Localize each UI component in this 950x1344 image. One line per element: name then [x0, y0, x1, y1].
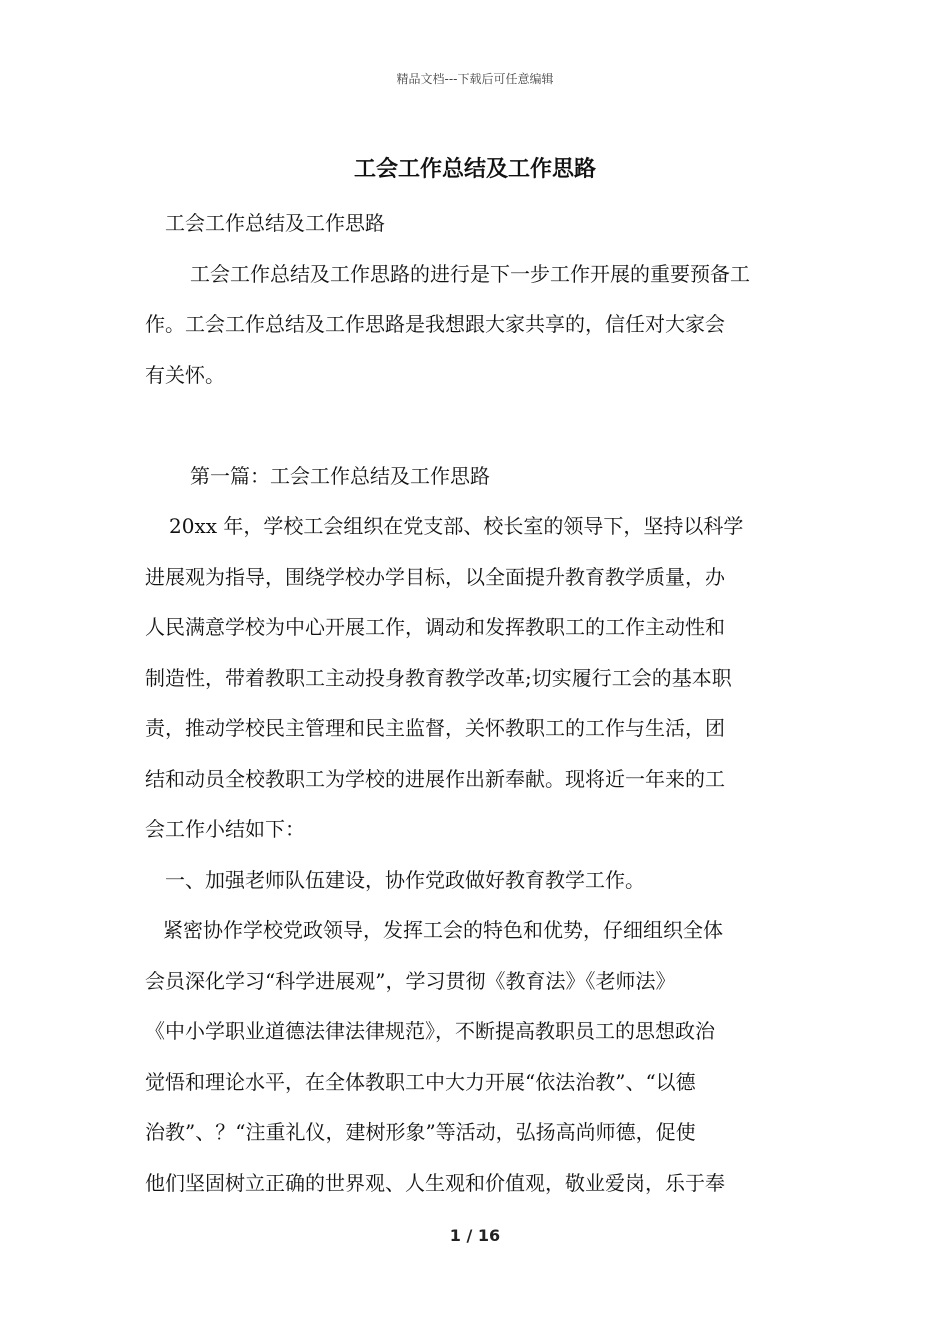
paragraph-line: 治教”、？“注重礼仪，建树形象”等活动，弘扬高尚师德，促使 [145, 1120, 696, 1144]
document-body [145, 198, 810, 1208]
paragraph-line: 制造性，带着教职工主动投身教育教学改革;切实履行工会的基本职 [145, 665, 732, 690]
page-number: 1 / 16 [449, 1226, 501, 1245]
paragraph-line: 责，推动学校民主管理和民主监督，关怀教职工的工作与生活，团 [145, 716, 725, 740]
paragraph-line: 工会工作总结及工作思路的进行是下一步工作开展的重要预备工 [190, 261, 750, 286]
subtitle-line: 工会工作总结及工作思路 [165, 211, 385, 235]
subsection-heading: 一、加强老师队伍建设，协作党政做好教育教学工作。 [165, 867, 645, 892]
paragraph-line: 他们坚固树立正确的世界观、人生观和价值观，敬业爱岗，乐于奉 [145, 1170, 725, 1195]
paragraph-line: 紧密协作学校党政领导，发挥工会的特色和优势，仔细组织全体 [163, 918, 723, 942]
paragraph-line: 会工作小结如下： [145, 817, 305, 841]
paragraph-line: 进展观为指导，围绕学校办学目标，以全面提升教育教学质量，办 [145, 564, 725, 589]
document-title: 工会工作总结及工作思路 [353, 157, 596, 182]
section-heading: 第一篇：工会工作总结及工作思路 [190, 463, 490, 488]
paragraph-line: 有关怀。 [145, 362, 225, 387]
paragraph-line: 结和动员全校教职工为学校的进展作出新奉献。现将近一年来的工 [145, 766, 725, 791]
paragraph-line: 作。工会工作总结及工作思路是我想跟大家共享的，信任对大家会 [145, 312, 725, 336]
paragraph-line: 20xx 年，学校工会组织在党支部、校长室的领导下，坚持以科学 [169, 514, 744, 538]
paragraph-gap [145, 400, 810, 451]
paragraph-line: 《中小学职业道德法律法律规范》，不断提高教职员工的思想政治 [145, 1019, 715, 1043]
header-note: 精品文档---下载后可任意编辑 [396, 72, 554, 86]
paragraph-line: 会员深化学习“科学进展观”，学习贯彻《教育法》《老师法》 [145, 968, 676, 993]
paragraph-line: 觉悟和理论水平，在全体教职工中大力开展“依法治教”、“以德 [145, 1069, 696, 1094]
paragraph-line: 人民满意学校为中心开展工作，调动和发挥教职工的工作主动性和 [145, 615, 725, 639]
